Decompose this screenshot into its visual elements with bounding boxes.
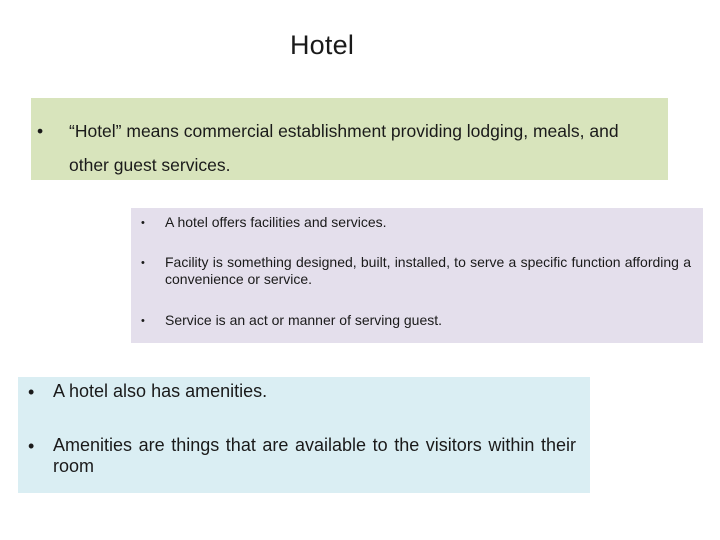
facility-text: Facility is something designed, built, installed, to serve a specific function affording a convenience or service. — [165, 254, 691, 287]
facility-text: A hotel offers facilities and services. — [165, 214, 387, 230]
definition-line-2: other guest services. — [69, 155, 231, 175]
facility-box — [131, 208, 703, 343]
facility-item — [141, 312, 691, 330]
bullet-marker: • — [28, 382, 35, 402]
bullet-spacer — [37, 148, 69, 182]
definition-item-continued — [37, 148, 658, 182]
definition-box — [31, 98, 668, 180]
bullet-marker: • — [141, 257, 145, 269]
bullet-marker: • — [141, 315, 145, 327]
definition-item — [37, 114, 658, 148]
facility-text: Service is an act or manner of serving guest. — [165, 312, 443, 328]
amenity-text: Amenities are things that are available to the visitors within their room — [53, 435, 576, 476]
bullet-marker: • — [141, 217, 145, 229]
facility-item — [141, 254, 691, 288]
amenity-item — [28, 381, 576, 403]
bullet-marker: • — [28, 436, 35, 456]
amenity-box — [18, 377, 590, 493]
bullet-marker: • — [37, 121, 44, 141]
amenity-item — [28, 435, 576, 477]
amenity-text: A hotel also has amenities. — [53, 381, 268, 401]
slide-title: Hotel — [289, 30, 355, 60]
definition-line-1: “Hotel” means commercial establishment providing lodging, meals, and — [69, 121, 619, 141]
facility-item — [141, 214, 691, 232]
